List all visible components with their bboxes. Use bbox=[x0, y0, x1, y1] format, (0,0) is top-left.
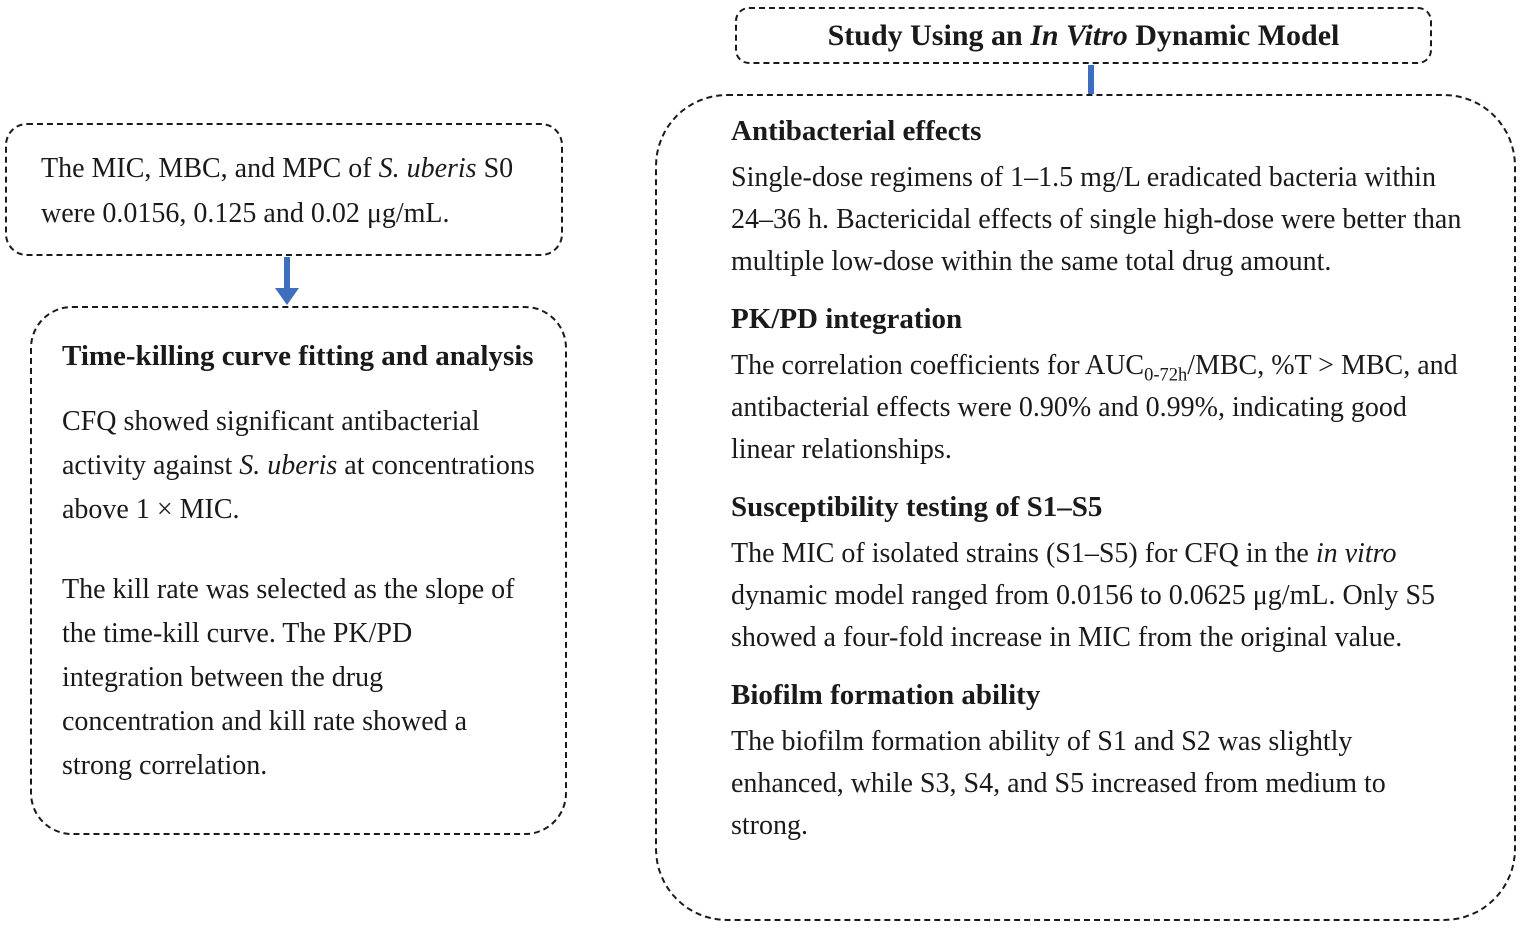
body-text: The MIC, MBC, and MPC of bbox=[41, 153, 379, 184]
species-name-italic: S. uberis bbox=[378, 153, 477, 184]
subscript-text: 0-72h bbox=[1144, 364, 1188, 385]
section-biofilm-formation bbox=[731, 673, 1466, 847]
section-body: Single-dose regimens of 1–1.5 mg/L eradicated bacteria within 24–36 h. Bactericidal effects of single high-dose were better than multiple low-dose within the same total drug amount. bbox=[731, 162, 1462, 277]
title-text: Dynamic Model bbox=[1127, 18, 1340, 52]
section-heading: Antibacterial effects bbox=[731, 115, 982, 147]
section-heading: Time-killing curve fitting and analysis bbox=[62, 340, 534, 372]
body-text: The MIC of isolated strains (S1–S5) for CFQ in the bbox=[731, 538, 1316, 569]
species-name-italic: S. uberis bbox=[239, 450, 338, 481]
body-text: at concentrations above 1 × MIC. bbox=[62, 450, 535, 525]
results-box bbox=[655, 94, 1516, 921]
section-pkpd-integration bbox=[731, 297, 1466, 471]
body-text: CFQ showed significant antibacterial activity against bbox=[62, 406, 480, 481]
section-body: The biofilm formation ability of S1 and S2 was slightly enhanced, while S3, S4, and S5 increased from medium to strong. bbox=[731, 726, 1386, 841]
arrow-head bbox=[275, 288, 299, 305]
body-text: The correlation coefficients for AUC bbox=[731, 350, 1145, 381]
section-body bbox=[62, 400, 537, 532]
down-arrow-icon bbox=[273, 257, 301, 305]
body-text: S0 were 0.0156, 0.125 and 0.02 μg/mL. bbox=[41, 153, 514, 229]
body-text: dynamic model ranged from 0.0156 to 0.0625 μg/mL. Only S5 showed a four-fold increase in MIC from the original value. bbox=[731, 580, 1436, 653]
section-heading: Susceptibility testing of S1–S5 bbox=[731, 491, 1103, 523]
section-susceptibility-testing bbox=[731, 485, 1466, 659]
title-text-italic: In Vitro bbox=[1030, 18, 1128, 52]
body-text: /MBC, %T > MBC, and antibacterial effects were 0.90% and 0.99%, indicating good linear relationships. bbox=[731, 350, 1458, 465]
section-body: The kill rate was selected as the slope of the time-kill curve. The PK/PD integration between the drug concentration and kill rate showed a strong correlation. bbox=[62, 574, 515, 781]
section-body bbox=[731, 533, 1466, 659]
in-vitro-italic: in vitro bbox=[1315, 538, 1397, 569]
section-antibacterial-effects bbox=[731, 109, 1466, 283]
time-killing-box bbox=[30, 306, 567, 835]
mic-mbc-mpc-box bbox=[5, 123, 563, 256]
section-body bbox=[731, 345, 1466, 471]
title-text: Study Using an bbox=[827, 18, 1031, 52]
section-heading: PK/PD integration bbox=[731, 303, 963, 335]
section-heading: Biofilm formation ability bbox=[731, 679, 1041, 711]
study-title-box bbox=[735, 7, 1432, 64]
